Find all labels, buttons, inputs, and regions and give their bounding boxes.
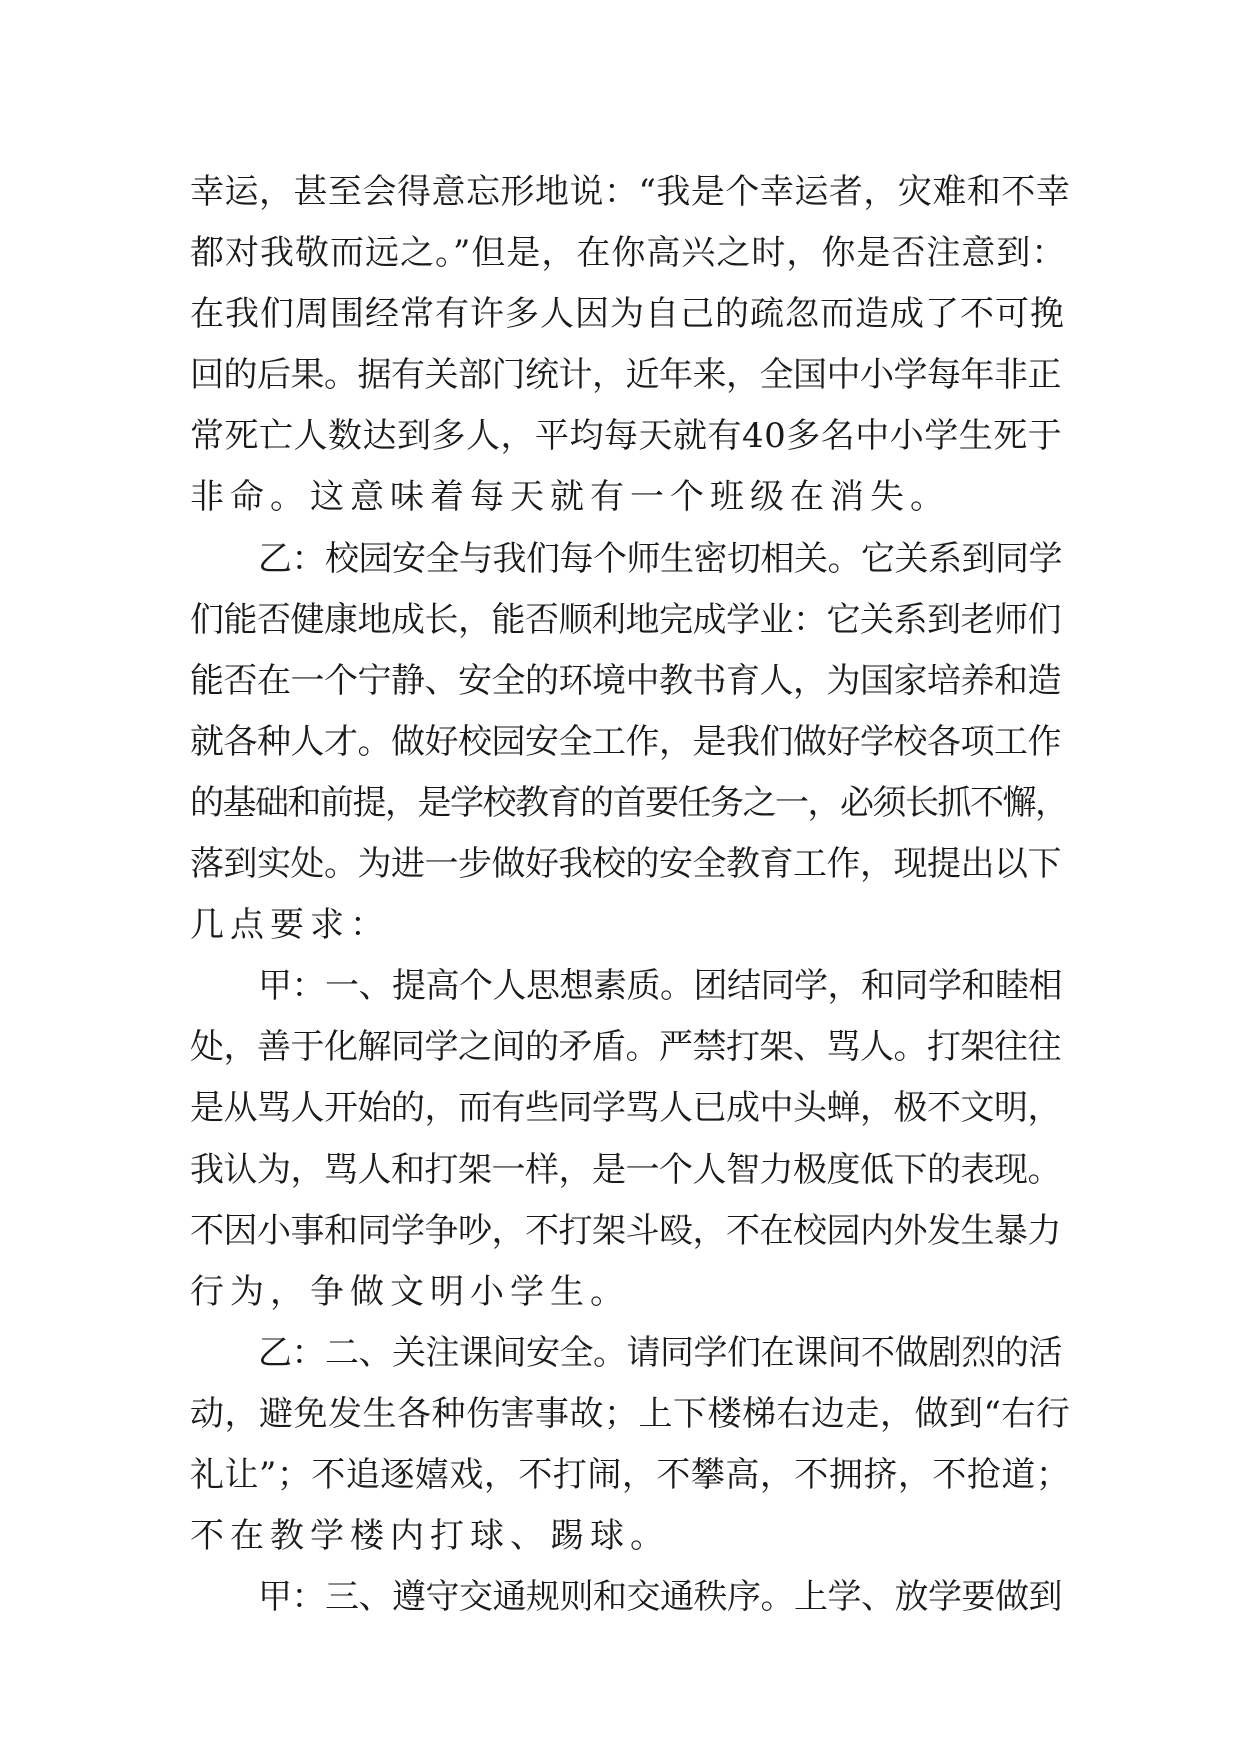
text-line: 就各种人才。做好校园安全工作，是我们做好学校各项工作 xyxy=(190,721,1061,762)
text-line: 动，避免发生各种伤害事故；上下楼梯右边走，做到“右行 xyxy=(190,1393,1071,1434)
text-line: 几点要求： xyxy=(190,905,390,946)
text-line: 我认为，骂人和打架一样，是一个人智力极度低下的表现。 xyxy=(190,1149,1061,1190)
text-line: 甲：三、遵守交通规则和交通秩序。上学、放学要做到 xyxy=(258,1577,1062,1618)
text-line: 是从骂人开始的，而有些同学骂人已成中头蝉，极不文明， xyxy=(190,1088,1061,1129)
text-line: 能否在一个宁静、安全的环境中教书育人，为国家培养和造 xyxy=(190,660,1061,701)
text-line: 在我们周围经常有许多人因为自己的疏忽而造成了不可挽 xyxy=(190,294,1065,335)
text-line: 行为，争做文明小学生。 xyxy=(190,1271,630,1312)
text-line: 都对我敬而远之。”但是，在你高兴之时，你是否注意到： xyxy=(190,233,1067,274)
text-line: 的基础和前提，是学校教育的首要任务之一，必须长抓不懈， xyxy=(190,782,1068,823)
text-line: 不在教学楼内打球、踢球。 xyxy=(190,1516,670,1557)
text-line: 非命。这意味着每天就有一个班级在消失。 xyxy=(190,477,950,518)
text-line: 常死亡人数达到多人，平均每天就有40多名中小学生死于 xyxy=(190,416,1063,457)
text-line: 甲：一、提高个人思想素质。团结同学，和同学和睦相 xyxy=(258,966,1062,1007)
document-body xyxy=(190,162,1070,1628)
text-line: 乙：二、关注课间安全。请同学们在课间不做剧烈的活 xyxy=(258,1332,1062,1373)
text-line: 幸运，甚至会得意忘形地说：“我是个幸运者，灾难和不幸 xyxy=(190,172,1071,212)
text-line: 礼让”；不追逐嬉戏，不打闹，不攀高，不拥挤，不抢道； xyxy=(190,1454,1071,1495)
text-line: 落到实处。为进一步做好我校的安全教育工作，现提出以下 xyxy=(190,844,1061,885)
text-line: 们能否健康地成长，能否顺利地完成学业：它关系到老师们 xyxy=(190,599,1061,640)
text-line: 处，善于化解同学之间的矛盾。严禁打架、骂人。打架往往 xyxy=(190,1027,1061,1068)
text-line: 乙：校园安全与我们每个师生密切相关。它关系到同学 xyxy=(258,538,1062,579)
text-line: 不因小事和同学争吵，不打架斗殴，不在校园内外发生暴力 xyxy=(190,1210,1061,1251)
text-line: 回的后果。据有关部门统计，近年来，全国中小学每年非正 xyxy=(190,355,1061,396)
